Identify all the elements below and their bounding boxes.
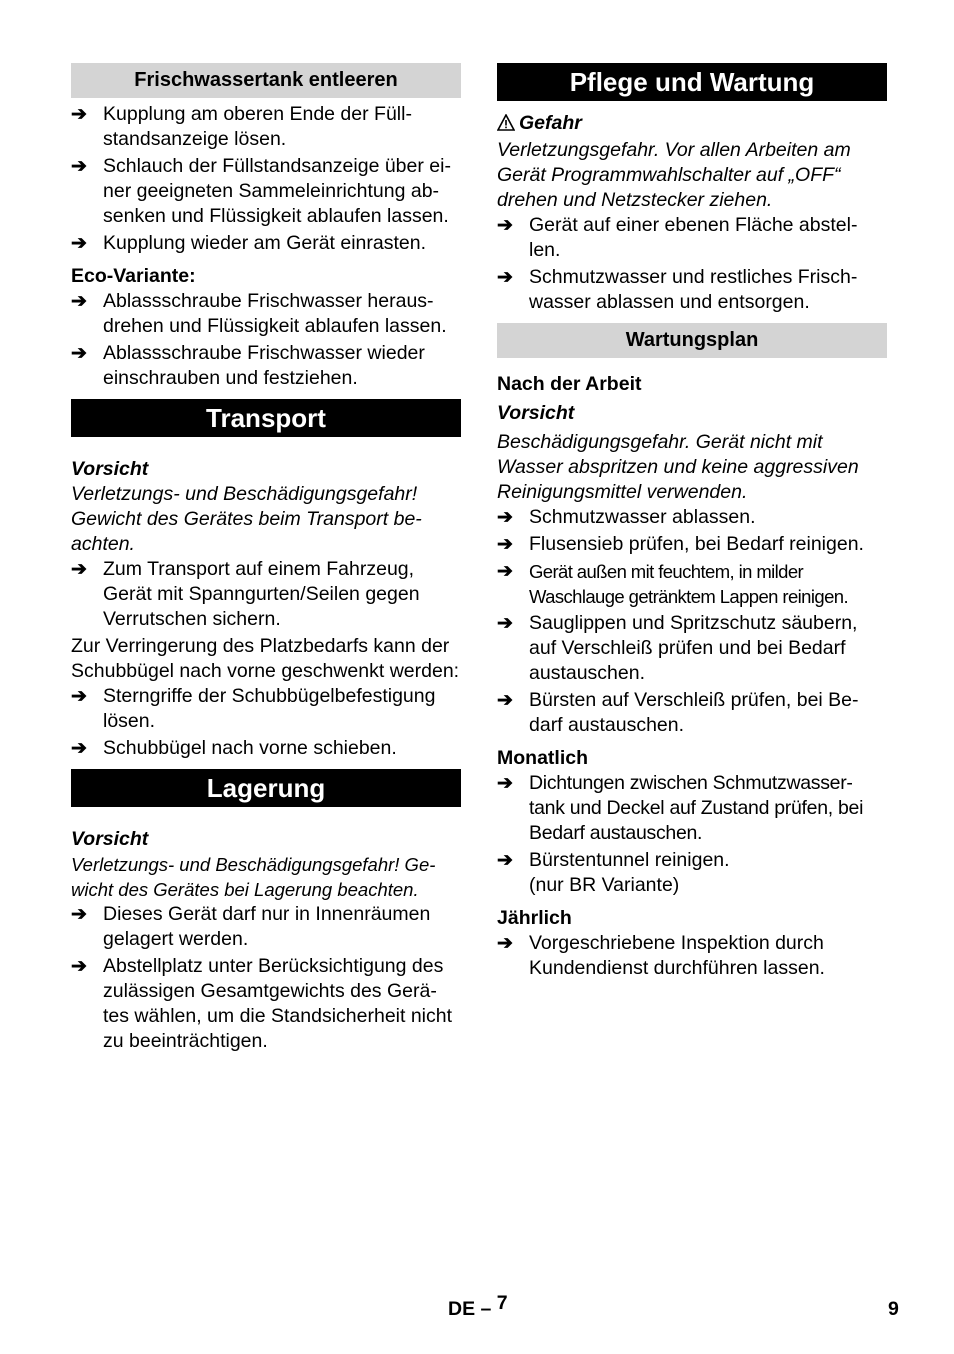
list-item: ➔ Sauglippen und Spritzschutz säubern, auf Verschleiß prüfen und bei Bedarf austauschen.: [497, 612, 858, 684]
arrow-right-icon: ➔: [497, 507, 513, 528]
list-item: ➔ Gerät auf einer ebenen Fläche abstel-len.: [497, 214, 858, 261]
list-item: ➔ Schmutzwasser ablassen.: [497, 506, 756, 528]
bullet-list: [497, 931, 887, 981]
list-item: ➔ Flusensieb prüfen, bei Bedarf reinigen.: [497, 533, 864, 555]
caution-label: Vorsicht: [71, 828, 149, 850]
footer-language: DE: [448, 1298, 476, 1320]
arrow-right-icon: ➔: [497, 690, 513, 711]
list-item: ➔ Zum Transport auf einem Fahrzeug, Gerät mit Spanngurten/Seilen gegen Verrutschen sichern.: [71, 558, 420, 630]
list-item: ➔ Gerät außen mit feuchtem, in milder Waschlauge getränktem Lappen reinigen.: [497, 561, 848, 607]
page-number: 9: [888, 1298, 899, 1320]
arrow-right-icon: ➔: [71, 559, 87, 580]
bullet-list: [71, 289, 461, 391]
arrow-right-icon: ➔: [71, 738, 87, 759]
section-heading-lagerung: Lagerung: [71, 769, 461, 807]
list-item: ➔ Sterngriffe der Schubbügelbefestigung lösen.: [71, 685, 436, 732]
bullet-list: [71, 902, 461, 1054]
caution-text: Beschädigungsgefahr. Gerät nicht mit Wasser abspritzen und keine aggressiven Reinigungsmittel verwenden.: [497, 431, 859, 503]
arrow-right-icon: ➔: [497, 561, 513, 582]
left-column: [71, 63, 461, 1056]
bullet-list: [497, 505, 887, 738]
list-item: ➔ Kupplung am oberen Ende der Füll-standsanzeige lösen.: [71, 103, 412, 150]
caution-text: Verletzungs- und Beschädigungsgefahr! Gewicht des Gerätes beim Transport be-achten.: [71, 483, 422, 555]
section-heading-pflege-und-wartung: Pflege und Wartung: [497, 63, 887, 101]
arrow-right-icon: ➔: [71, 904, 87, 925]
warning-triangle-icon: [497, 113, 519, 138]
bullet-list: [71, 102, 461, 256]
paragraph: Zur Verringerung des Platzbedarfs kann der Schubbügel nach vorne geschwenkt werden:: [71, 635, 460, 682]
subheading-nach-der-arbeit: Nach der Arbeit: [497, 373, 642, 395]
subheading-eco-variante: Eco-Variante:: [71, 265, 196, 287]
section-heading-wartungsplan: Wartungsplan: [497, 323, 887, 358]
list-item: ➔ Bürsten auf Verschleiß prüfen, bei Be-darf austauschen.: [497, 689, 859, 736]
bullet-list: [497, 771, 887, 898]
list-item: ➔ Ablassschraube Frischwasser wieder einschrauben und festziehen.: [71, 342, 425, 389]
arrow-right-icon: ➔: [497, 534, 513, 555]
danger-label: Gefahr: [519, 112, 582, 134]
arrow-right-icon: ➔: [497, 215, 513, 236]
subheading-jaehrlich: Jährlich: [497, 907, 572, 929]
arrow-right-icon: ➔: [497, 773, 513, 794]
caution-label: Vorsicht: [71, 458, 149, 480]
list-item: ➔ Kupplung wieder am Gerät einrasten.: [71, 232, 427, 254]
footer-dash: –: [480, 1298, 492, 1320]
list-item: ➔ Schlauch der Füllstandsanzeige über ei-ner geeigneten Sammeleinrichtung ab-senken und Flüssigkeit ablaufen lassen.: [71, 155, 451, 227]
arrow-right-icon: ➔: [71, 291, 87, 312]
arrow-right-icon: ➔: [497, 933, 513, 954]
list-item: ➔ Abstellplatz unter Berücksichtigung des zulässigen Gesamtgewichts des Gerä-tes wählen, um die Standsicherheit nicht zu beeinträchtigen.: [71, 955, 453, 1052]
footer-section-page: 7: [496, 1292, 508, 1314]
right-column: [497, 63, 887, 983]
arrow-right-icon: ➔: [71, 233, 87, 254]
footer-section-label: [448, 1292, 508, 1322]
list-item: ➔ Dieses Gerät darf nur in Innenräumen gelagert werden.: [71, 903, 431, 950]
section-heading-transport: Transport: [71, 399, 461, 437]
list-item: ➔ Bürstentunnel reinigen. (nur BR Variante): [497, 849, 730, 896]
list-item: ➔ Schubbügel nach vorne schieben.: [71, 737, 397, 759]
arrow-right-icon: ➔: [497, 850, 513, 871]
danger-text: Verletzungsgefahr. Vor allen Arbeiten am Gerät Programmwahlschalter auf „OFF“ drehen und Netzstecker ziehen.: [497, 139, 851, 211]
arrow-right-icon: ➔: [71, 104, 87, 125]
arrow-right-icon: ➔: [71, 956, 87, 977]
arrow-right-icon: ➔: [71, 686, 87, 707]
arrow-right-icon: ➔: [497, 613, 513, 634]
caution-text: Verletzungs- und Beschädigungsgefahr! Ge-wicht des Gerätes bei Lagerung beachten.: [71, 854, 436, 900]
danger-label-row: [497, 111, 887, 138]
list-item: ➔ Ablassschraube Frischwasser heraus-drehen und Flüssigkeit ablaufen lassen.: [71, 290, 447, 337]
arrow-right-icon: ➔: [71, 343, 87, 364]
list-item: ➔ Schmutzwasser und restliches Frisch-wasser ablassen und entsorgen.: [497, 266, 858, 313]
list-item: ➔ Dichtungen zwischen Schmutzwasser-tank und Deckel auf Zustand prüfen, bei Bedarf austauschen.: [497, 772, 864, 844]
bullet-list: [71, 684, 461, 761]
arrow-right-icon: ➔: [71, 156, 87, 177]
subheading-monatlich: Monatlich: [497, 747, 588, 769]
caution-label: Vorsicht: [497, 402, 575, 424]
bullet-list: [71, 557, 461, 632]
list-item: ➔ Vorgeschriebene Inspektion durch Kundendienst durchführen lassen.: [497, 932, 825, 979]
section-heading-frischwassertank: Frischwassertank entleeren: [71, 63, 461, 98]
bullet-list: [497, 213, 887, 315]
arrow-right-icon: ➔: [497, 267, 513, 288]
